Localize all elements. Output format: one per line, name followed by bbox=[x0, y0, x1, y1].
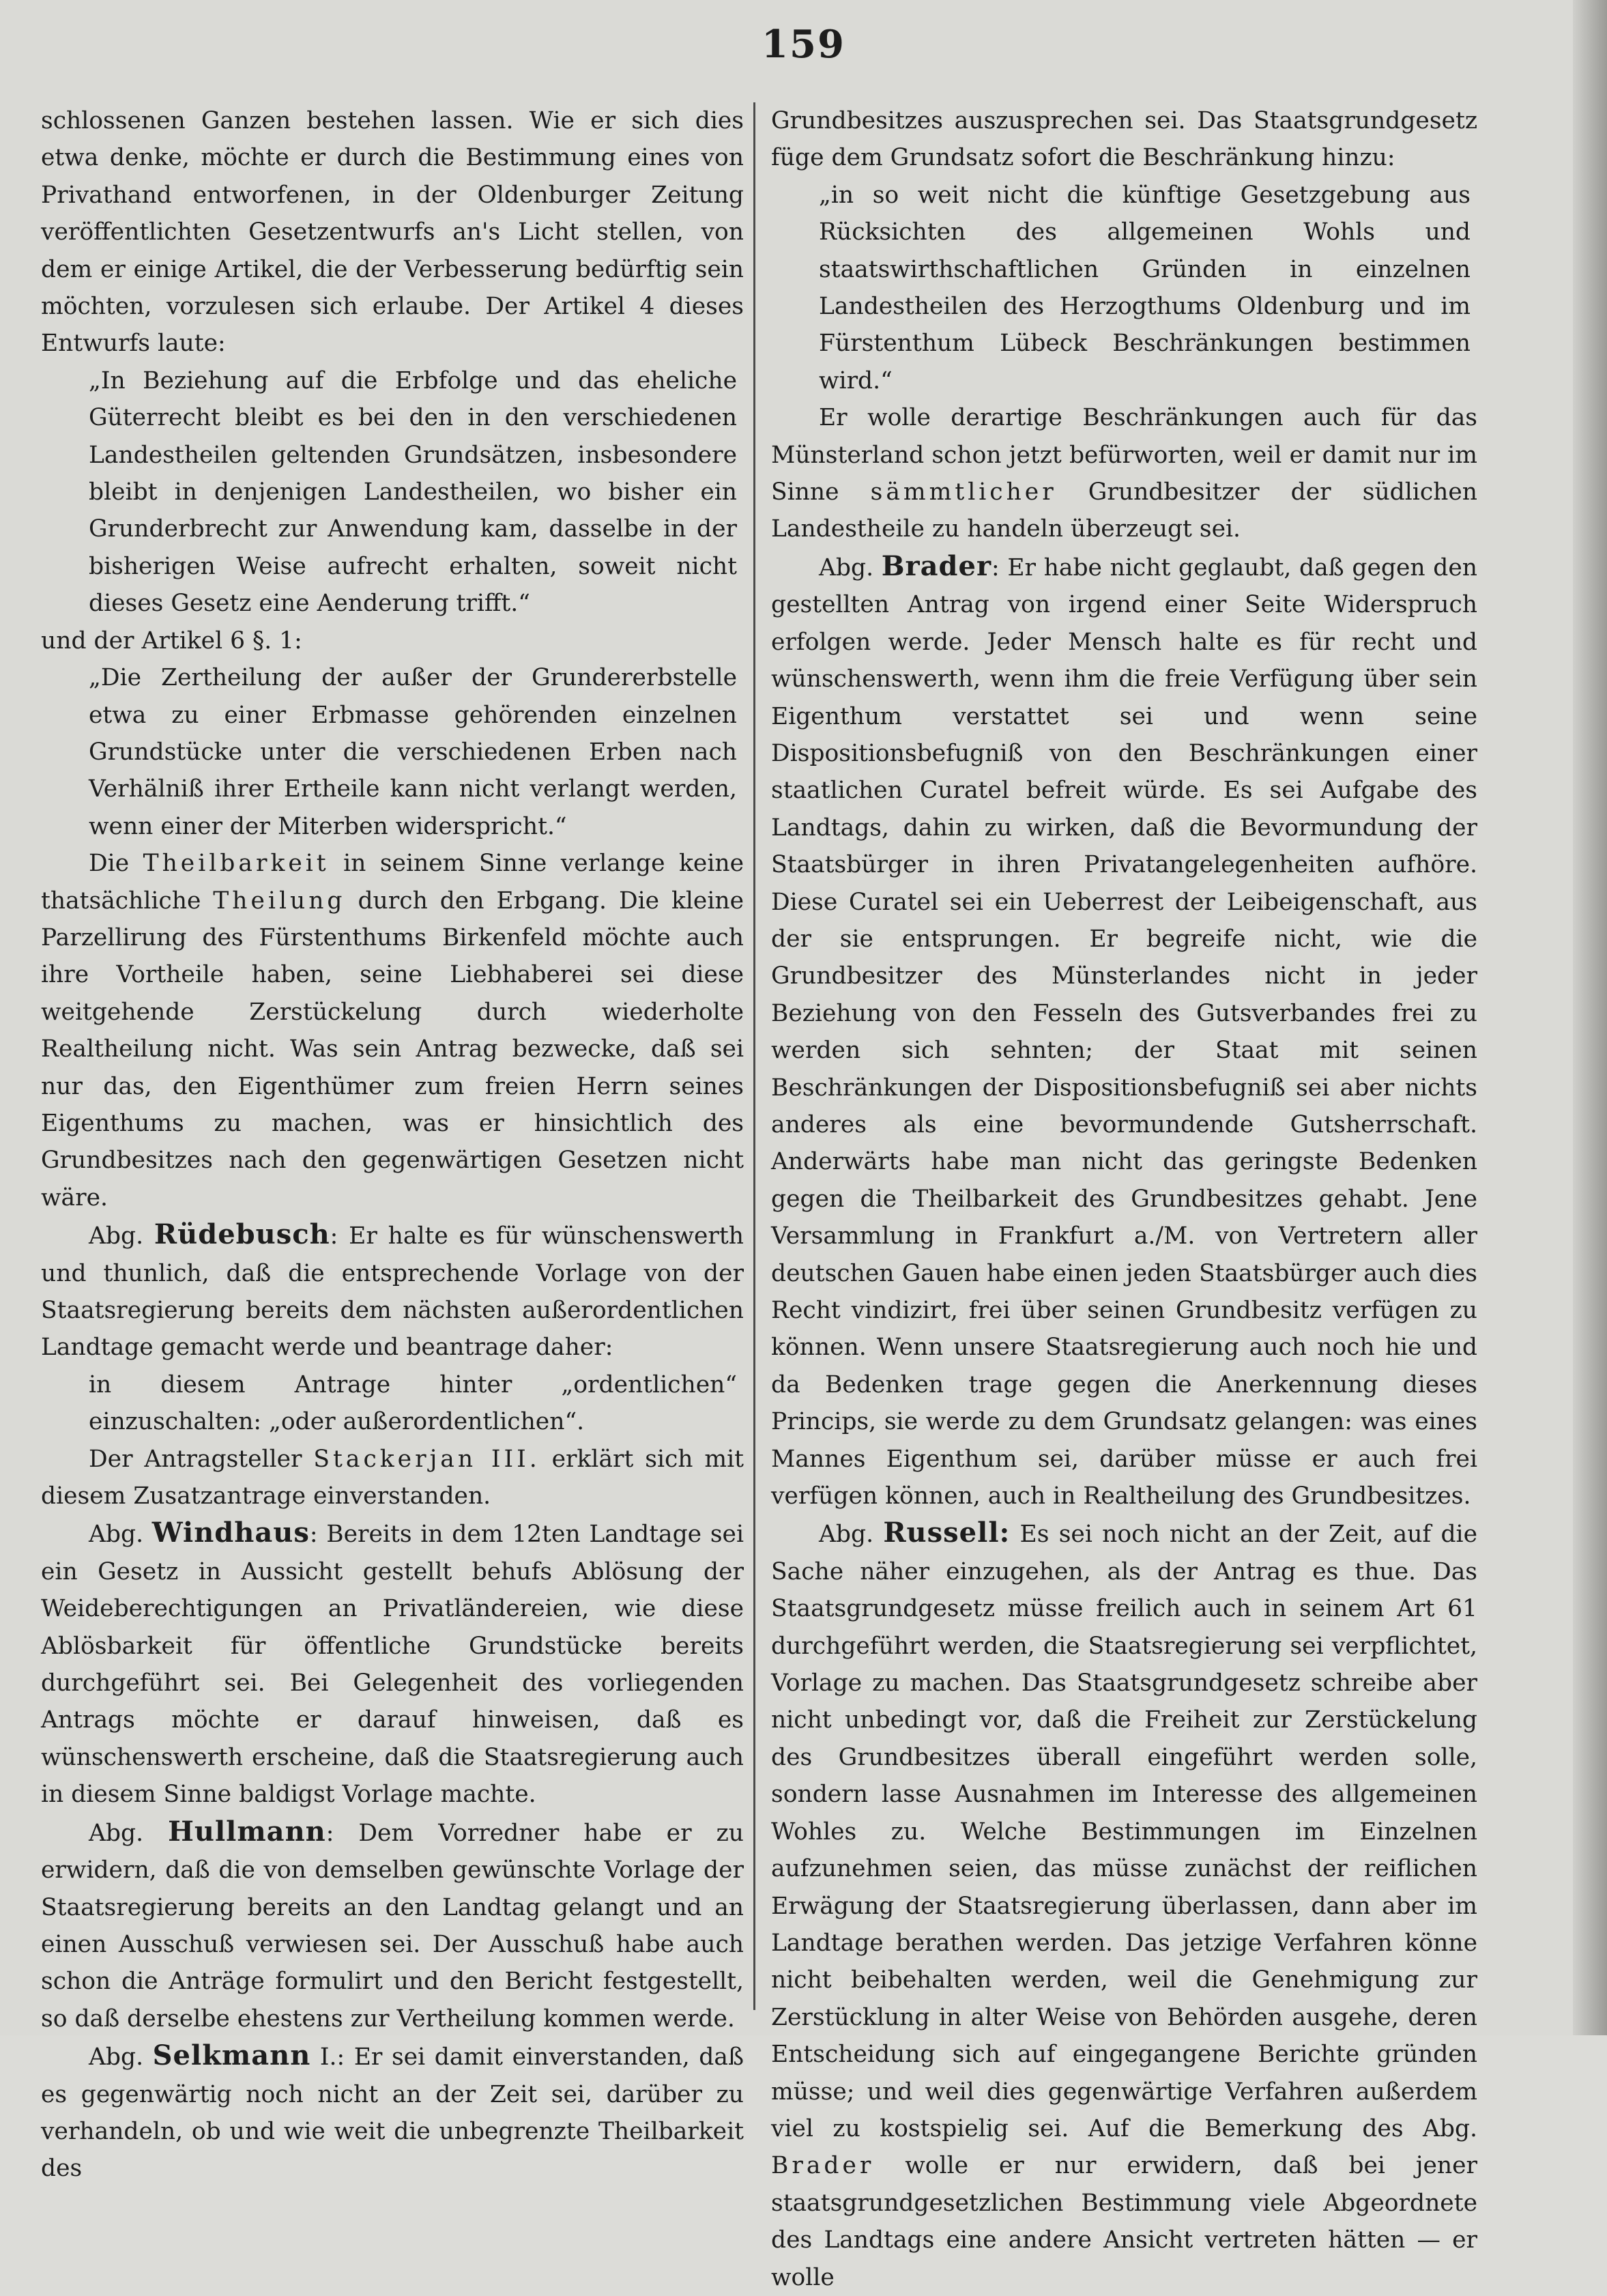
speaker-name: Rüdebusch bbox=[154, 1218, 330, 1251]
speaker-name: Selkmann bbox=[152, 2039, 311, 2072]
speaker-name: Hullmann bbox=[168, 1815, 326, 1848]
quotation: „In Beziehung auf die Erbfolge und das eheliche Güterrecht bleibt es bei den in den verschiedenen Landestheilen geltenden Grundsätzen, insbesondere bleibt in denjenigen Landestheilen, wo bisher ein Grunderbrecht zur Anwendung kam, dasselbe in der bisherigen Weise aufrecht erhalten, soweit nicht dieses Gesetz eine Aenderung trifft.“ bbox=[89, 367, 737, 618]
speaker-name: Brader bbox=[881, 549, 992, 582]
emphasis: Theilbarkeit bbox=[143, 850, 330, 878]
page-edge-shadow bbox=[1573, 0, 1607, 2035]
speech-paragraph: Abg. Brader: Er habe nicht geglaubt, daß gegen den gestellten Antrag von irgend einer Seite Widerspruch erfolgen werde. Jeder Mensch halte es für recht und wünschenswerth, wenn ihm die freie Verfügung über sein Eigenthum verstattet sei und wenn seine Dispositionsbefugniß von den Beschränkungen einer staatlichen Curatel befreit würde. Es sei Aufgabe des Landtags, dahin zu wirken, daß die Bevormundung der Staatsbürger in ihren Privatangelegenheiten aufhöre. Diese Curatel sei ein Ueberrest der Leibeigenschaft, aus der sie entsprungen. Er begreife nicht, wie die Grundbesitzer des Münsterlandes nicht in jeder Beziehung von den Fesseln des Gutsverbandes frei zu werden sich sehnten; der Staat mit seinen Beschränkungen der Dispositionsbefugniß sei aber nichts anderes als eine bevormundende Gutsherrschaft. Anderwärts habe man nicht das geringste Bedenken gegen die Theilbarkeit des Grundbesitzes gehabt. Jene Versammlung in Frankfurt a./M. von Vertretern aller deutschen Gauen habe einen jeden Staatsbürger auch dies Recht vindizirt, frei über seinen Grundbesitz verfügen zu können. Wenn unsere Staatsregierung auch noch hie und da Bedenken trage gegen die Anerkennung dieses Princips, sie werde zu dem Grundsatz gelangen: was eines Mannes Eigenthum sei, darüber müsse er auch frei verfügen können, auch in Realtheilung des Grundbesitzes. bbox=[771, 549, 1477, 1510]
right-column bbox=[771, 102, 1477, 2291]
page-number: 159 bbox=[762, 22, 845, 67]
emphasis: Brader bbox=[771, 2152, 875, 2180]
quotation: „Die Zertheilung der außer der Grundererbstelle etwa zu einer Erbmasse gehörenden einzelnen Grundstücke unter die verschiedenen Erben nach Verhälniß ihrer Ertheile kann nicht verlangt werden, wenn einer der Miterben widerspricht.“ bbox=[89, 664, 737, 840]
column-divider bbox=[753, 102, 755, 2010]
speech-paragraph: Abg. Hullmann: Dem Vorredner habe er zu erwidern, daß die von demselben gewünschte Vorlage der Staatsregierung bereits an den Landtag gelangt und an einen Ausschuß verwiesen sei. Der Ausschuß habe auch schon die Anträge formulirt und den Bericht festgestellt, so daß derselbe ehestens zur Vertheilung kommen werde. bbox=[41, 1815, 744, 2033]
speech-paragraph: Abg. Windhaus: Bereits in dem 12ten Landtage sei ein Gesetz in Aussicht gestellt behufs Ablösung der Weideberechtigungen an Privatländereien, wie diese Ablösbarkeit für öffentliche Grundstücke bereits durchgeführt sei. Bei Gelegenheit des vorliegenden Antrags möchte er darauf hinweisen, daß es wünschenswerth erscheine, daß die Staatsregierung auch in diesem Sinne baldigst Vorlage machte. bbox=[41, 1517, 744, 1809]
speaker-name: Russell: bbox=[883, 1517, 1011, 1549]
speech-paragraph: Abg. Selkmann I.: Er sei damit einverstanden, daß es gegenwärtig noch nicht an der Zeit sei, darüber zu verhandeln, ob und wie weit die unbegrenzte Theilbarkeit des bbox=[41, 2039, 744, 2183]
emphasis: Theilung bbox=[213, 887, 346, 915]
paragraph: Grundbesitzes auszusprechen sei. Das Staatsgrundgesetz füge dem Grundsatz sofort die Beschränkung hinzu: bbox=[771, 107, 1477, 172]
left-column bbox=[41, 102, 744, 2183]
speaker-name: Windhaus bbox=[151, 1517, 310, 1549]
emphasis: sämmtlicher bbox=[870, 478, 1057, 506]
paragraph: schlossenen Ganzen bestehen lassen. Wie er sich dies etwa denke, möchte er durch die Bestimmung eines von Privathand entworfenen, in der Oldenburger Zeitung veröffentlichten Gesetzentwurfs an's Licht stellen, von dem er einige Artikel, die der Verbesserung bedürftig sein möchten, vorzulesen sich erlaube. Der Artikel 4 dieses Entwurfs laute: bbox=[41, 107, 744, 358]
paragraph: Die Theilbarkeit in seinem Sinne verlange keine thatsächliche Theilung durch den Erbgang. Die kleine Parzellirung des Fürstenthums Birkenfeld möchte auch ihre Vortheile haben, seine Liebhaberei sei diese weitgehende Zerstückelung durch wiederholte Realtheilung nicht. Was sein Antrag bezwecke, daß sei nur das, den Eigenthümer zum freien Herrn seines Eigenthums zu machen, was er hinsichtlich des Grundbesitzes nach den gegenwärtigen Gesetzen nicht wäre. bbox=[41, 850, 744, 1211]
paragraph: Der Antragsteller Stackerjan III. erklärt sich mit diesem Zusatzantrage einverstanden. bbox=[41, 1445, 744, 1510]
speech-paragraph: Abg. Russell: Es sei noch nicht an der Zeit, auf die Sache näher einzugehen, als der Antrag es thue. Das Staatsgrundgesetz müsse freilich auch in seinem Art 61 durchgeführt werden, die Staatsregierung sei verpflichtet, Vorlage zu machen. Das Staatsgrundgesetz schreibe aber nicht unbedingt vor, daß die Freiheit zur Zerstückelung des Grundbesitzes überall eingeführt werden solle, sondern lasse Ausnahmen im Interesse des allgemeinen Wohles zu. Welche Bestimmungen im Einzelnen aufzunehmen seien, das müsse zunächst der reiflichen Erwägung der Staatsregierung überlassen, dann aber im Landtage berathen werden. Das jetzige Verfahren könne nicht beibehalten werden, weil die Genehmigung zur Zerstücklung in alter Weise von Behörden ausgehe, deren Entscheidung sich auf eingegangene Berichte gründen müsse; und weil dies gegenwärtige Verfahren außerdem viel zu kostspielig sei. Auf die Bemerkung des Abg. Brader wolle er nur erwidern, daß bei jener staatsgrundgesetzlichen Bestimmung viele Abgeordnete des Landtags eine andere Ansicht vertreten hätten — er wolle bbox=[771, 1517, 1477, 2291]
paragraph: und der Artikel 6 §. 1: bbox=[41, 627, 302, 655]
quotation: „in so weit nicht die künftige Gesetzgebung aus Rücksichten des allgemeinen Wohls und staatswirthschaftlichen Gründen in einzelnen Landestheilen des Herzogthums Oldenburg und im Fürstenthum Lübeck Beschränkungen bestimmen wird.“ bbox=[819, 181, 1471, 394]
emphasis: Stackerjan III. bbox=[313, 1445, 540, 1473]
quotation: in diesem Antrage hinter „ordentlichen“ einzuschalten: „oder außerordentlichen“. bbox=[89, 1371, 737, 1436]
speech-paragraph: Abg. Rüdebusch: Er halte es für wünschenswerth und thunlich, daß die entsprechende Vorlage von der Staatsregierung bereits dem nächsten außerordentlichen Landtage gemacht werde und beantrage daher: bbox=[41, 1218, 744, 1362]
paragraph: Er wolle derartige Beschränkungen auch für das Münsterland schon jetzt befürworten, weil er damit nur im Sinne sämmtlicher Grundbesitzer der südlichen Landestheile zu handeln überzeugt sei. bbox=[771, 404, 1477, 543]
